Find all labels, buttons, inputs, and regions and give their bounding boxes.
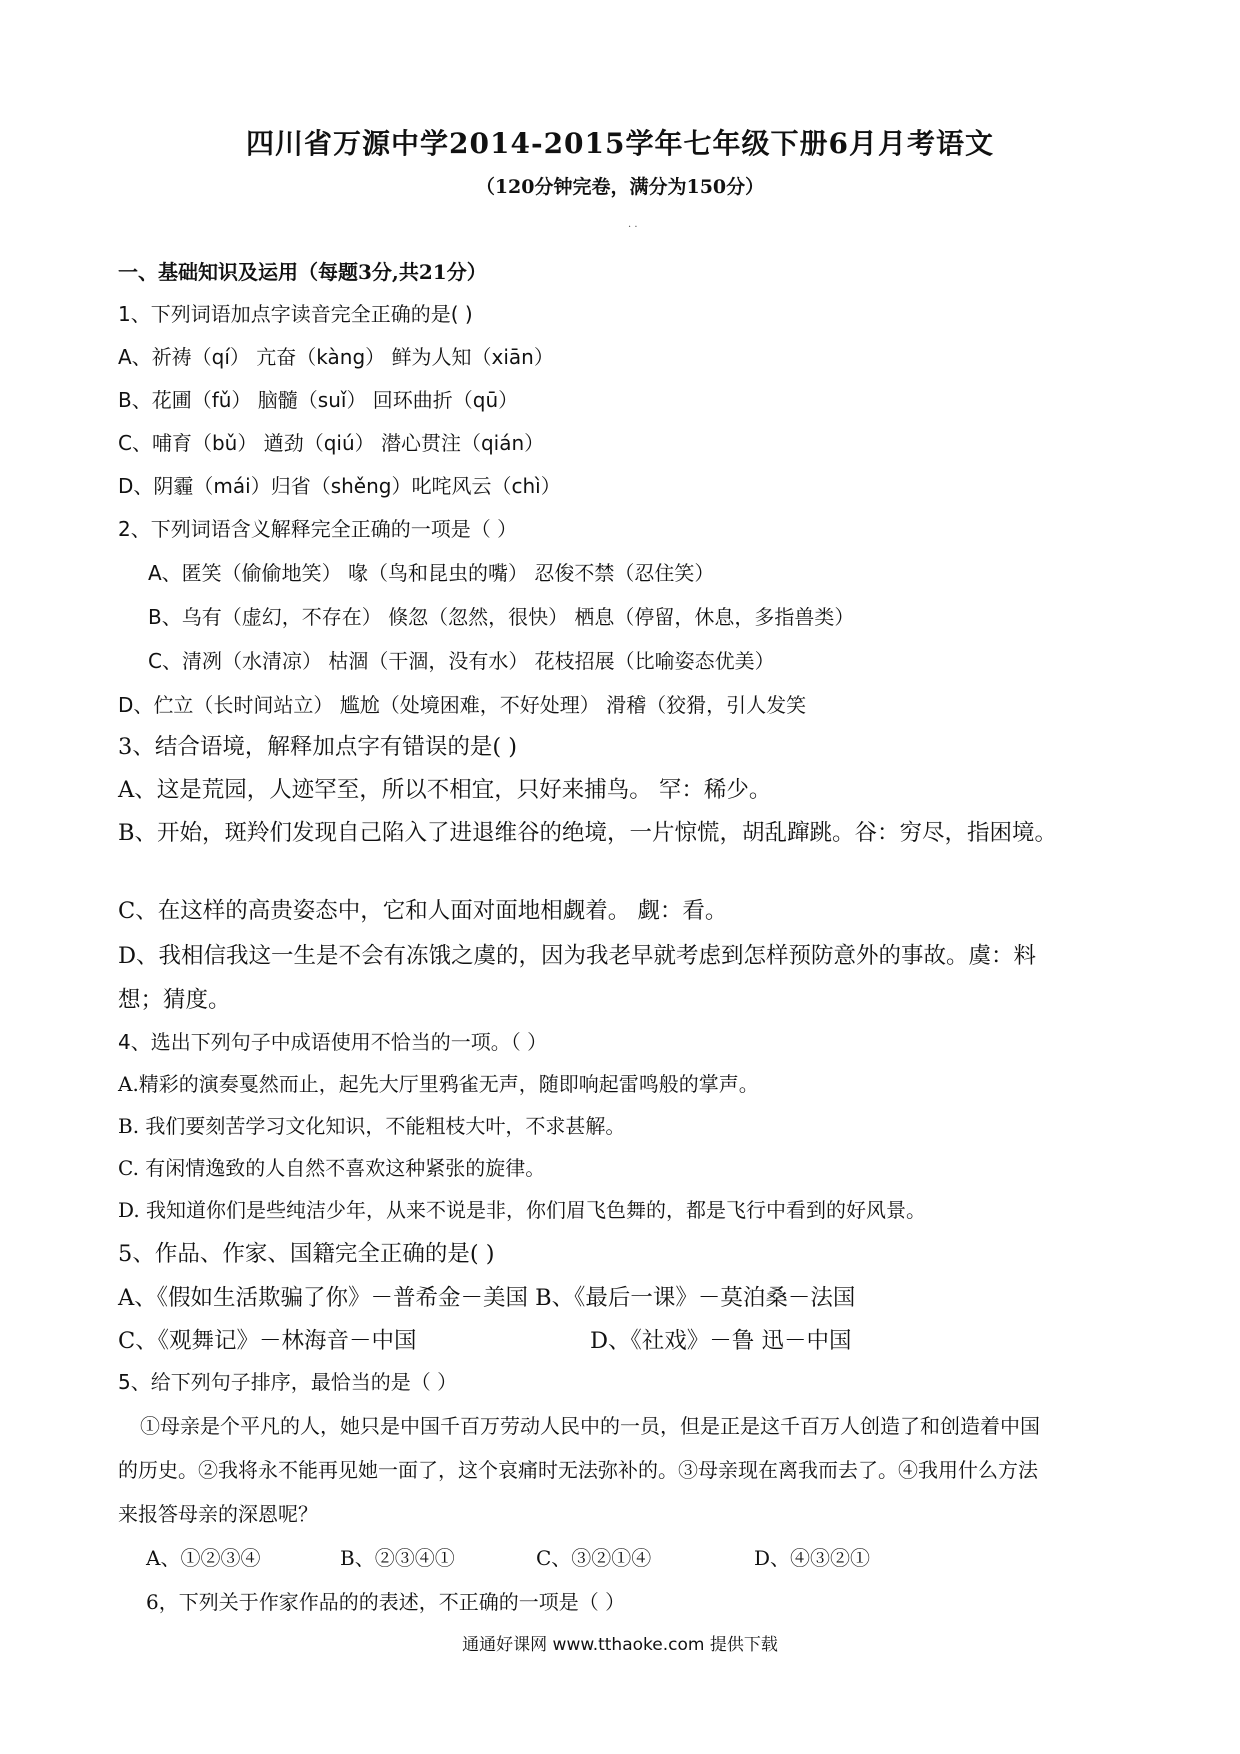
question-5b-stem: 5、给下列句子排序，最恰当的是（ ）	[118, 1370, 458, 1394]
question-1-option-c: C、哺育（bǔ） 遒劲（qiú） 潜心贯注（qián）	[118, 431, 545, 455]
question-1-option-b: B、花圃（fǔ） 脑髓（suǐ） 回环曲折（qū）	[118, 388, 519, 412]
question-2-option-c: C、清冽（水清凉） 枯涸（干涸，没有水） 花枝招展（比喻姿态优美）	[148, 649, 775, 673]
page-title: 四川省万源中学2014-2015学年七年级下册6月月考语文	[246, 127, 994, 160]
question-6-stem: 6，下列关于作家作品的的表述，不正确的一项是（ ）	[146, 1590, 626, 1614]
question-5b-option-b: B、②③④①	[340, 1546, 455, 1570]
question-5-stem: 5、作品、作家、国籍完全正确的是( )	[118, 1241, 495, 1267]
question-5b-passage-line1: ①母亲是个平凡的人，她只是中国千百万劳动人民中的一员，但是正是这千百万人创造了和创造着中国	[140, 1414, 1040, 1438]
question-5-option-c: C、《观舞记》－林海音－中国	[118, 1328, 417, 1354]
question-4-option-d: D. 我知道你们是些纯洁少年，从来不说是非，你们眉飞色舞的，都是飞行中看到的好风景。	[118, 1198, 927, 1222]
question-3-option-c: C、在这样的高贵姿态中，它和人面对面地相觑着。 觑：看。	[118, 898, 728, 924]
page-subtitle: （120分钟完卷，满分为150分）	[475, 176, 765, 198]
question-3-option-a: A、这是荒园，人迹罕至，所以不相宜，只好来捕鸟。 罕：稀少。	[118, 777, 772, 803]
question-1-option-d: D、阴霾（mái）归省（shěng）叱咤风云（chì）	[118, 474, 561, 498]
question-5b-option-a: A、①②③④	[146, 1546, 261, 1570]
question-5b-option-c: C、③②①④	[536, 1546, 652, 1570]
question-2-option-d: D、伫立（长时间站立） 尴尬（处境困难，不好处理） 滑稽（狡猾，引人发笑	[118, 693, 807, 717]
question-5b-option-d: D、④③②①	[754, 1546, 871, 1570]
question-5b-passage-line2: 的历史。②我将永不能再见她一面了，这个哀痛时无法弥补的。③母亲现在离我而去了。④我用什么方法	[118, 1458, 1038, 1482]
question-2-stem: 2、下列词语含义解释完全正确的一项是（ ）	[118, 517, 518, 541]
page-footer: 通通好课网 www.tthaoke.com 提供下载	[462, 1635, 778, 1655]
question-2-option-b: B、乌有（虚幻，不存在） 倏忽（忽然，很快） 栖息（停留，休息，多指兽类）	[148, 605, 855, 629]
question-4-option-c: C. 有闲情逸致的人自然不喜欢这种紧张的旋律。	[118, 1156, 546, 1180]
question-4-option-b: B. 我们要刻苦学习文化知识，不能粗枝大叶，不求甚解。	[118, 1114, 626, 1138]
section-heading: 一、基础知识及运用（每题3分,共21分）	[118, 260, 487, 284]
question-2-option-a: A、匿笑（偷偷地笑） 喙（鸟和昆虫的嘴） 忍俊不禁（忍住笑）	[148, 561, 715, 585]
question-3-option-b: B、开始，斑羚们发现自己陷入了进退维谷的绝境，一片惊慌，胡乱蹿跳。谷：穷尽，指困境。	[118, 820, 1058, 846]
question-3-stem: 3、结合语境，解释加点字有错误的是( )	[118, 734, 518, 760]
question-5-options-ab: A、《假如生活欺骗了你》－普希金－美国 B、《最后一课》－莫泊桑－法国	[118, 1285, 856, 1311]
question-4-option-a: A.精彩的演奏戛然而止，起先大厅里鸦雀无声，随即响起雷鸣般的掌声。	[118, 1072, 759, 1096]
question-3-option-d-line1: D、我相信我这一生是不会有冻饿之虞的，因为我老早就考虑到怎样预防意外的事故。虞：料	[118, 943, 1037, 969]
question-1-option-a: A、祈祷（qí） 亢奋（kàng） 鲜为人知（xiān）	[118, 345, 554, 369]
question-4-stem: 4、选出下列句子中成语使用不恰当的一项。（ ）	[118, 1030, 548, 1054]
stray-dots: · ·	[628, 222, 638, 233]
question-1-stem: 1、下列词语加点字读音完全正确的是( )	[118, 302, 473, 326]
question-5b-passage-line3: 来报答母亲的深恩呢？	[118, 1502, 318, 1526]
question-3-option-d-line2: 想；猜度。	[118, 987, 231, 1013]
question-5-option-d: D、《社戏》－鲁 迅－中国	[590, 1328, 852, 1354]
